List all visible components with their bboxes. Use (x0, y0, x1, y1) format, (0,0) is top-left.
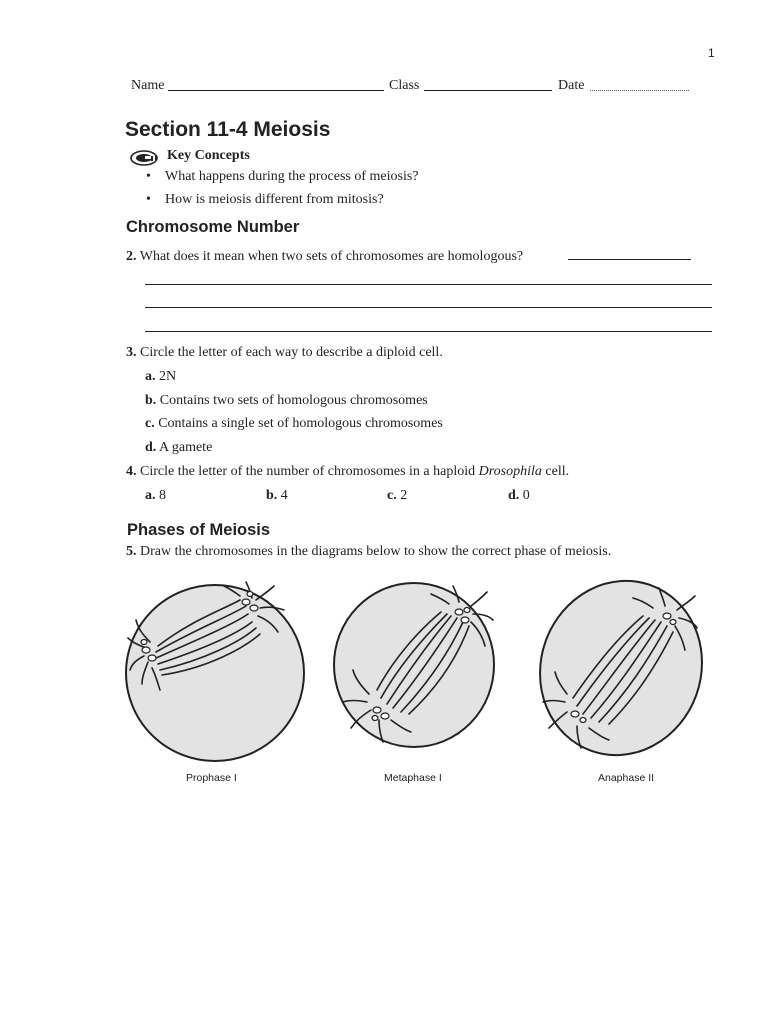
q4-option-b[interactable] (266, 488, 288, 504)
question-5-text: Draw the chromosomes in the diagrams below to show the correct phase of meiosis. (140, 544, 612, 559)
question-4-text: Circle the letter of the number of chromosomes in a haploid (140, 464, 479, 479)
q4-option-a[interactable] (145, 488, 166, 504)
option-letter: c. (387, 488, 397, 503)
class-field[interactable] (424, 90, 552, 91)
chromosome-number-heading: Chromosome Number (126, 218, 300, 236)
option-letter: b. (266, 488, 278, 503)
option-letter: c. (145, 416, 155, 431)
anaphase-ii-cell-diagram[interactable] (537, 576, 705, 760)
question-5-number: 5. (126, 544, 137, 559)
metaphase-i-cell-diagram[interactable] (331, 580, 497, 750)
q3-option-a[interactable] (145, 369, 176, 385)
question-4 (126, 464, 569, 480)
option-text: 8 (159, 488, 166, 503)
question-4-species: Drosophila (478, 464, 542, 479)
class-label: Class (389, 78, 420, 93)
option-text: 2N (159, 369, 177, 384)
metaphase-i-label: Metaphase I (384, 772, 442, 784)
q4-option-c[interactable] (387, 488, 407, 504)
date-field[interactable] (590, 90, 689, 91)
option-letter: d. (145, 440, 157, 455)
date-label: Date (558, 78, 585, 93)
question-2-text: What does it mean when two sets of chromosomes are homologous? (139, 249, 524, 264)
option-letter: b. (145, 393, 157, 408)
answer-line-2c[interactable] (145, 307, 712, 308)
question-5 (126, 544, 611, 560)
name-field[interactable] (168, 90, 384, 91)
question-2 (126, 249, 523, 265)
answer-line-2d[interactable] (145, 331, 712, 332)
bullet-icon: • (146, 192, 151, 207)
option-text: Contains two sets of homologous chromosomes (159, 393, 428, 408)
option-text: Contains a single set of homologous chromosomes (158, 416, 443, 431)
name-label: Name (131, 78, 165, 93)
q4-option-d[interactable] (508, 488, 530, 504)
prophase-i-cell-diagram[interactable] (122, 580, 308, 766)
question-4-number: 4. (126, 464, 137, 479)
page-title: Section 11-4 Meiosis (125, 118, 331, 141)
key-concept-1: What happens during the process of meiosis? (165, 169, 419, 184)
phases-heading: Phases of Meiosis (127, 521, 271, 539)
question-4-text-end: cell. (541, 464, 570, 479)
option-letter: a. (145, 369, 156, 384)
page-number: 1 (708, 46, 715, 60)
q3-option-d[interactable] (145, 440, 212, 456)
prophase-i-label: Prophase I (186, 772, 237, 784)
option-text: 4 (280, 488, 288, 503)
key-concept-2: How is meiosis different from mitosis? (165, 192, 384, 207)
q3-option-c[interactable] (145, 416, 443, 432)
question-3 (126, 345, 443, 361)
option-letter: a. (145, 488, 156, 503)
question-3-number: 3. (126, 345, 137, 360)
question-2-number: 2. (126, 249, 137, 264)
answer-line-2b[interactable] (145, 284, 712, 285)
option-letter: d. (508, 488, 520, 503)
option-text: 0 (522, 488, 530, 503)
option-text: A gamete (159, 440, 213, 455)
q3-option-b[interactable] (145, 393, 428, 409)
question-3-text: Circle the letter of each way to describe a diploid cell. (140, 345, 443, 360)
key-concepts-icon (130, 150, 158, 166)
bullet-icon: • (146, 169, 151, 184)
answer-line-2a[interactable] (568, 259, 691, 260)
option-text: 2 (400, 488, 408, 503)
key-concepts-heading: Key Concepts (167, 148, 250, 163)
anaphase-ii-label: Anaphase II (598, 772, 655, 784)
